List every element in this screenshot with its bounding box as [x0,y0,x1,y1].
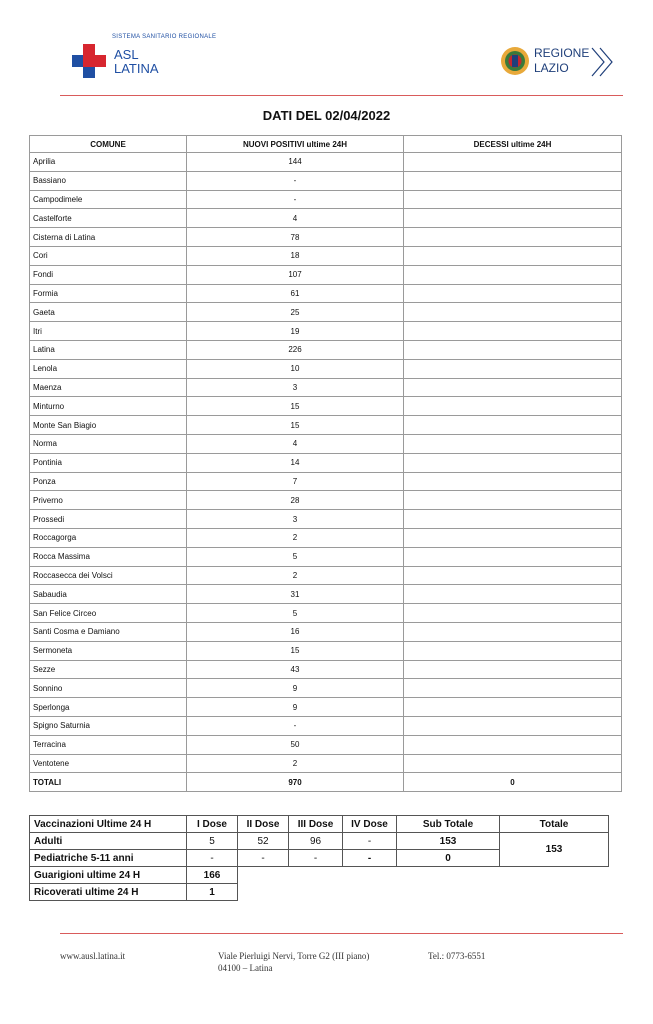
lazio-text-line2: LAZIO [534,61,569,75]
positivi-cell: 28 [187,491,404,510]
comune-cell: Terracina [30,735,187,754]
comune-cell: Priverno [30,491,187,510]
decessi-cell [404,453,622,472]
comune-cell: Itri [30,322,187,341]
positivi-cell: 61 [187,284,404,303]
table-row [30,359,622,378]
comune-cell: Sabaudia [30,585,187,604]
comune-cell: San Felice Circeo [30,604,187,623]
decessi-cell [404,472,622,491]
comune-cell: Aprilia [30,153,187,172]
table-row [30,378,622,397]
comune-cell: Sezze [30,660,187,679]
positivi-cell: 14 [187,453,404,472]
asl-name-line2: LATINA [114,61,159,76]
asl-latina-logo [72,34,232,84]
decessi-cell [404,322,622,341]
decessi-cell [404,246,622,265]
table-row [30,604,622,623]
asl-super-text: SISTEMA SANITARIO REGIONALE [112,34,217,40]
decessi-cell [404,491,622,510]
table-row [30,660,622,679]
vax-pediatriche-dose-1: - [187,850,238,867]
page-header [0,0,653,100]
table-row [30,491,622,510]
guarigioni-value: 166 [187,867,238,884]
decessi-cell [404,190,622,209]
ricoverati-row [30,884,609,901]
positivi-cell: 9 [187,698,404,717]
table-row [30,284,622,303]
asl-name [114,48,159,76]
table-row [30,641,622,660]
comune-cell: Roccasecca dei Volsci [30,566,187,585]
comune-cell: Monte San Biagio [30,416,187,435]
positivi-cell: 5 [187,604,404,623]
comune-cell: Rocca Massima [30,547,187,566]
decessi-cell [404,209,622,228]
positivi-cell: 144 [187,153,404,172]
comune-cell: Cisterna di Latina [30,228,187,247]
positivi-cell: 15 [187,397,404,416]
positivi-cell: 2 [187,566,404,585]
positivi-cell: 25 [187,303,404,322]
positivi-cell: 2 [187,754,404,773]
positivi-cell: 4 [187,209,404,228]
comune-cell: Prossedi [30,510,187,529]
decessi-cell [404,303,622,322]
ricoverati-label: Ricoverati ultime 24 H [30,884,187,901]
comune-cell: Sperlonga [30,698,187,717]
header-divider [60,95,623,96]
footer-divider [60,933,623,934]
comune-cell: Sermoneta [30,641,187,660]
table-body [30,153,622,773]
footer-website: www.ausl.latina.it [60,951,126,961]
table-row [30,340,622,359]
positivi-cell: 19 [187,322,404,341]
vax-header-total: Totale [500,816,609,833]
column-header-decessi: DECESSI ultime 24H [404,136,622,153]
decessi-cell [404,604,622,623]
vax-header-dose-2: II Dose [238,816,289,833]
decessi-cell [404,434,622,453]
table-row [30,322,622,341]
positivi-cell: 18 [187,246,404,265]
positivi-cell: 3 [187,378,404,397]
totals-positivi: 970 [187,773,404,792]
table-row [30,547,622,566]
comune-cell: Sonnino [30,679,187,698]
guarigioni-row [30,867,609,884]
comune-cell: Santi Cosma e Damiano [30,622,187,641]
comune-cell: Bassiano [30,171,187,190]
comune-cell: Castelforte [30,209,187,228]
decessi-cell [404,510,622,529]
footer-address-line2: 04100 – Latina [218,963,273,973]
column-header-nuovi-positivi: NUOVI POSITIVI ultime 24H [187,136,404,153]
vax-adulti-dose-4: - [343,833,397,850]
decessi-cell [404,679,622,698]
guarigioni-label: Guarigioni ultime 24 H [30,867,187,884]
footer-address [218,950,369,974]
vax-pediatriche-dose-3: - [289,850,343,867]
positivi-cell: 31 [187,585,404,604]
comune-cell: Campodimele [30,190,187,209]
vax-adulti-dose-2: 52 [238,833,289,850]
comune-cell: Cori [30,246,187,265]
column-header-comune: COMUNE [30,136,187,153]
decessi-cell [404,585,622,604]
positivi-cell: 43 [187,660,404,679]
vax-header-dose-3: III Dose [289,816,343,833]
comune-cell: Maenza [30,378,187,397]
comune-cell: Ponza [30,472,187,491]
positivi-cell: 78 [187,228,404,247]
totals-label: TOTALI [30,773,187,792]
positivi-cell: - [187,190,404,209]
comune-cell: Latina [30,340,187,359]
comune-cell: Roccagorga [30,528,187,547]
table-row [30,622,622,641]
decessi-cell [404,622,622,641]
table-row [30,566,622,585]
positivi-cell: 10 [187,359,404,378]
positivi-cell: 9 [187,679,404,698]
positivi-cell: 2 [187,528,404,547]
lazio-text [534,46,589,76]
table-row [30,679,622,698]
table-header-row [30,136,622,153]
vax-header-dose-4: IV Dose [343,816,397,833]
decessi-cell [404,547,622,566]
positivi-cell: 4 [187,434,404,453]
table-row [30,246,622,265]
vax-pediatriche-dose-2: - [238,850,289,867]
red-blue-cross-icon [72,44,106,78]
positivi-cell: 7 [187,472,404,491]
lazio-emblem-icon [500,46,530,76]
comune-cell: Spigno Saturnia [30,716,187,735]
table-row [30,510,622,529]
totals-decessi: 0 [404,773,622,792]
positivi-cell: 226 [187,340,404,359]
vax-header-label: Vaccinazioni Ultime 24 H [30,816,187,833]
vax-adulti-subtotal: 153 [397,833,500,850]
regione-lazio-logo [500,44,620,80]
positivi-cell: - [187,716,404,735]
decessi-cell [404,416,622,435]
lazio-chevron-icon [590,46,618,78]
decessi-cell [404,359,622,378]
positivi-cell: 3 [187,510,404,529]
vax-header-row [30,816,609,833]
comune-cell: Ventotene [30,754,187,773]
lazio-text-line1: REGIONE [534,46,590,60]
decessi-cell [404,641,622,660]
ricoverati-value: 1 [187,884,238,901]
asl-name-line1: ASL [114,47,139,62]
footer-phone: Tel.: 0773-6551 [428,951,486,961]
comune-cell: Gaeta [30,303,187,322]
decessi-cell [404,754,622,773]
comune-cell: Pontinia [30,453,187,472]
document-title: DATI DEL 02/04/2022 [262,108,391,123]
decessi-cell [404,566,622,585]
decessi-cell [404,660,622,679]
positivi-cell: 15 [187,416,404,435]
table-row [30,209,622,228]
vax-pediatriche-subtotal: 0 [397,850,500,867]
table-row [30,228,622,247]
positivi-cell: 50 [187,735,404,754]
table-row [30,434,622,453]
vax-pediatriche-dose-4: - [343,850,397,867]
decessi-cell [404,378,622,397]
comune-cell: Norma [30,434,187,453]
decessi-cell [404,153,622,172]
positivi-cell: 5 [187,547,404,566]
table-row [30,153,622,172]
totals-row [30,773,622,792]
vaccination-table [29,815,609,901]
comune-cell: Formia [30,284,187,303]
decessi-cell [404,265,622,284]
decessi-cell [404,340,622,359]
positivi-table [29,135,622,792]
decessi-cell [404,397,622,416]
vax-totale-value: 153 [500,833,609,867]
vax-adulti-dose-3: 96 [289,833,343,850]
vax-row-adulti [30,833,609,850]
decessi-cell [404,528,622,547]
decessi-cell [404,171,622,190]
vax-adulti-label: Adulti [30,833,187,850]
table-row [30,190,622,209]
positivi-cell: - [187,171,404,190]
table-row [30,735,622,754]
footer-address-line1: Viale Pierluigi Nervi, Torre G2 (III piano) [218,951,370,961]
comune-cell: Minturno [30,397,187,416]
positivi-cell: 16 [187,622,404,641]
decessi-cell [404,698,622,717]
table-row [30,303,622,322]
vax-adulti-dose-1: 5 [187,833,238,850]
table-row [30,754,622,773]
decessi-cell [404,735,622,754]
positivi-cell: 15 [187,641,404,660]
table-row [30,453,622,472]
table-row [30,397,622,416]
table-row [30,716,622,735]
decessi-cell [404,228,622,247]
table-row [30,528,622,547]
positivi-cell: 107 [187,265,404,284]
comune-cell: Fondi [30,265,187,284]
table-row [30,416,622,435]
comune-cell: Lenola [30,359,187,378]
table-row [30,265,622,284]
vax-header-dose-1: I Dose [187,816,238,833]
table-row [30,698,622,717]
decessi-cell [404,716,622,735]
vax-pediatriche-label: Pediatriche 5-11 anni [30,850,187,867]
decessi-cell [404,284,622,303]
table-row [30,472,622,491]
vax-header-subtotal: Sub Totale [397,816,500,833]
table-row [30,171,622,190]
table-row [30,585,622,604]
